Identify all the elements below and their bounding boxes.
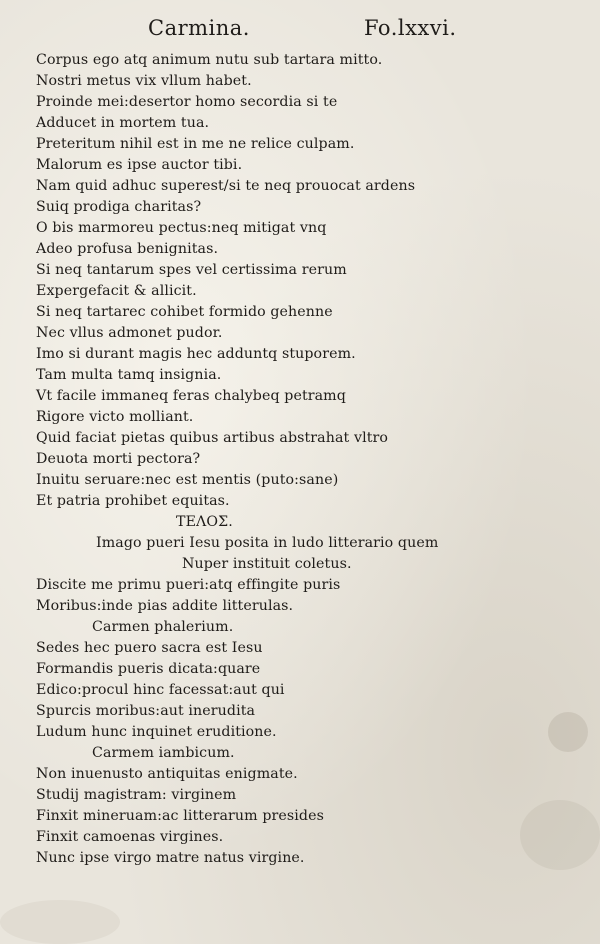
verse-line: Malorum es ipse auctor tibi. xyxy=(36,157,243,173)
verse-line: Inuitu seruare:nec est mentis (puto:sane) xyxy=(36,472,339,488)
verse-line: Edico:procul hinc facessat:aut qui xyxy=(36,682,285,698)
verse-line: Deuota morti pectora? xyxy=(36,451,201,467)
verse-line: Imo si durant magis hec adduntq stuporem. xyxy=(36,346,356,362)
foxing-stain xyxy=(0,900,120,944)
verse-line: Expergefacit & allicit. xyxy=(36,283,197,299)
verse-line: Et patria prohibet equitas. xyxy=(36,493,230,509)
verse-line: Nostri metus vix vllum habet. xyxy=(36,73,252,89)
verse-line: Nec vllus admonet pudor. xyxy=(36,325,223,341)
verse-line: Vt facile immaneq feras chalybeq petramq xyxy=(36,388,346,404)
verse-line: Nunc ipse virgo matre natus virgine. xyxy=(36,850,305,866)
verse-line: Quid faciat pietas quibus artibus abstrahat vltro xyxy=(36,430,389,446)
verse-line: Nam quid adhuc superest/si te neq prouocat ardens xyxy=(36,178,416,194)
folio-number: Fo.lxxvi. xyxy=(364,16,457,40)
verse-line: Sedes hec puero sacra est Iesu xyxy=(36,640,263,656)
verse-line: Tam multa tamq insignia. xyxy=(36,367,222,383)
page-header xyxy=(0,10,600,46)
telos-heading: TEΛOΣ. xyxy=(176,514,233,530)
verse-line: Suiq prodiga charitas? xyxy=(36,199,202,215)
verse-line: Non inuenusto antiquitas enigmate. xyxy=(36,766,298,782)
running-head: Carmina. xyxy=(148,16,250,40)
verse-line: Corpus ego atq animum nutu sub tartara mitto. xyxy=(36,52,383,68)
verse-line: Formandis pueris dicata:quare xyxy=(36,661,261,677)
verse-line: Proinde mei:desertor homo secordia si te xyxy=(36,94,338,110)
section-heading-continued: Nuper instituit coletus. xyxy=(182,556,352,572)
verse-line: Preteritum nihil est in me ne relice culpam. xyxy=(36,136,355,152)
verse-line: Ludum hunc inquinet eruditione. xyxy=(36,724,277,740)
section-heading: Imago pueri Iesu posita in ludo litterario quem xyxy=(96,535,439,551)
verse-line: Si neq tartarec cohibet formido gehenne xyxy=(36,304,333,320)
verse-line: O bis marmoreu pectus:neq mitigat vnq xyxy=(36,220,327,236)
verse-line: Finxit mineruam:ac litterarum presides xyxy=(36,808,324,824)
foxing-stain xyxy=(548,712,588,752)
verse-line: Rigore victo molliant. xyxy=(36,409,194,425)
verse-line: Spurcis moribus:aut inerudita xyxy=(36,703,256,719)
meter-heading: Carmen phalerium. xyxy=(92,619,234,635)
foxing-stain xyxy=(520,800,600,870)
verse-line: Finxit camoenas virgines. xyxy=(36,829,224,845)
meter-heading: Carmem iambicum. xyxy=(92,745,235,761)
verse-line: Moribus:inde pias addite litterulas. xyxy=(36,598,294,614)
verse-line: Adducet in mortem tua. xyxy=(36,115,210,131)
verse-line: Adeo profusa benignitas. xyxy=(36,241,219,257)
verse-line: Discite me primu pueri:atq effingite puris xyxy=(36,577,341,593)
verse-line: Studij magistram: virginem xyxy=(36,787,237,803)
verse-line: Si neq tantarum spes vel certissima rerum xyxy=(36,262,347,278)
